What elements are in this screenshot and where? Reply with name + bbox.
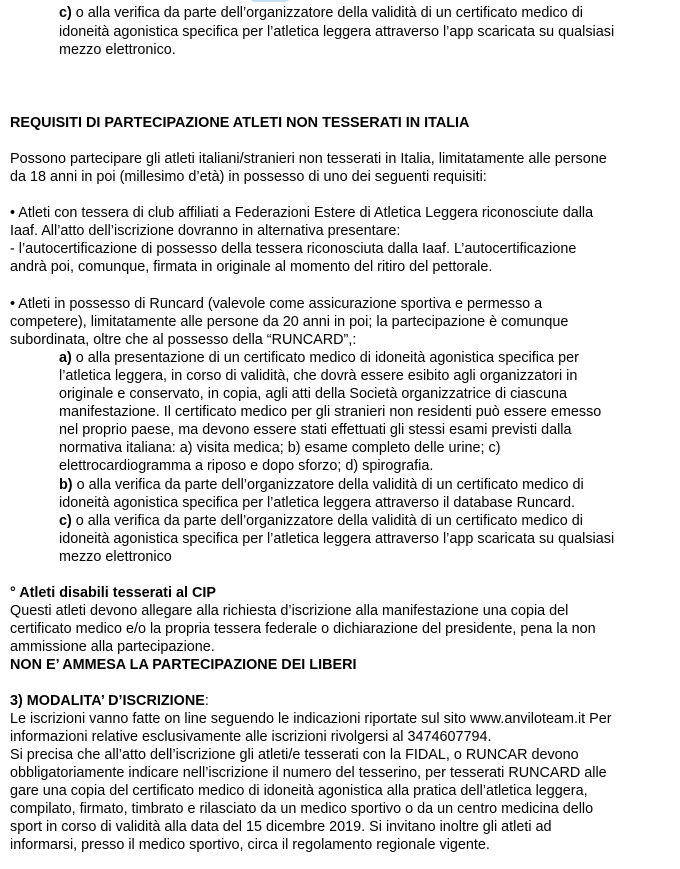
modalita-line-7: sport in corso di validità alla data del 15 dicembre 2019. Si invitano inoltre gli atleti ad (10, 819, 552, 835)
intro-line-2: da 18 anni in poi (millesimo d’età) in possesso di uno dei seguenti requisiti: (10, 169, 487, 185)
modalita-line-3: Si precisa che all’atto dell’iscrizione gli atleti/e tesserati con la FIDAL, o RUNCAR devono (10, 747, 579, 763)
modalita-line-6: compilato, firmato, timbrato e rilasciato da un medico sportivo o da un centro medicina dello (10, 801, 594, 817)
req-a-line-1: a) o alla presentazione di un certificato medico di idoneità agonistica specifica per (59, 350, 579, 366)
req-c-line-2: idoneità agonistica specifica per l’atletica leggera attraverso l’app scaricata su qualsiasi (59, 531, 615, 547)
club-line-3: - l’autocertificazione di possesso della tessera riconosciuta dalla Iaaf. L’autocertificazione (10, 241, 577, 257)
top-c-line-3: mezzo elettronico. (59, 42, 176, 58)
req-b-line-1: b) o alla verifica da parte dell’organizzatore della validità di un certificato medico di (59, 477, 584, 493)
modalita-line-2: informazioni relative esclusivamente alle iscrizioni rivolgersi al 3474607794. (10, 729, 492, 745)
runcard-line-3: subordinata, oltre che al possesso della “RUNCARD”,: (10, 332, 357, 348)
top-c-line-2: idoneità agonistica specifica per l’atletica leggera attraverso l’app scaricata su qualsiasi (59, 24, 615, 40)
req-c-line-1: c) o alla verifica da parte dell’organizzatore della validità di un certificato medico di (59, 513, 583, 529)
modalita-line-5: gare una copia del certificato medico di idoneità agonistica alla pratica dell’atletica leggera, (10, 783, 588, 799)
disabili-line-3: ammissione alla partecipazione. (10, 639, 215, 655)
req-c-line-3: mezzo elettronico (59, 549, 172, 565)
liberi-notice: NON E’ AMMESA LA PARTECIPAZIONE DEI LIBERI (10, 657, 357, 673)
club-line-1: • Atleti con tessera di club affiliati a Federazioni Estere di Atletica Leggera riconosciute dalla (10, 205, 594, 221)
modalita-line-1: Le iscrizioni vanno fatte on line seguendo le indicazioni riportate sul sito www.anviloteam.it Per (10, 711, 612, 727)
disabili-heading: ° Atleti disabili tesserati al CIP (10, 585, 216, 601)
club-line-4: andrà poi, comunque, firmata in originale al momento del ritiro del pettorale. (10, 259, 493, 275)
req-b-line-2: idoneità agonistica specifica per l’atletica leggera attraverso il database Runcard. (59, 495, 575, 511)
section-heading-requisiti: REQUISITI DI PARTECIPAZIONE ATLETI NON TESSERATI IN ITALIA (10, 115, 470, 131)
modalita-line-8: informarsi, presso il medico sportivo, circa il regolamento regionale vigente. (10, 837, 490, 853)
runcard-line-2: competere), limitatamente alle persone da 20 anni in poi; la partecipazione è comunque (10, 314, 569, 330)
req-a-line-4: manifestazione. Il certificato medico per gli stranieri non residenti può essere emesso (59, 404, 602, 420)
modalita-line-4: obbligatoriamente indicare nell’iscrizione il numero del tesserino, per tesserati RUNCARD alle (10, 765, 607, 781)
req-a-line-3: originale e conservato, in copia, agli atti della Società organizzatrice di ciascuna (59, 386, 567, 402)
modalita-heading: 3) MODALITA’ D’ISCRIZIONE: (10, 693, 209, 709)
club-line-2: Iaaf. All’atto dell’iscrizione dovranno in alternativa presentare: (10, 223, 401, 239)
req-a-line-7: elettrocardiogramma a riposo e dopo sforzo; d) spirografia. (59, 458, 434, 474)
header-decoration (250, 0, 290, 2)
req-a-line-6: normativa italiana: a) visita medica; b) esame completo delle urine; c) (59, 440, 501, 456)
runcard-line-1: • Atleti in possesso di Runcard (valevole come assicurazione sportiva e permesso a (10, 296, 543, 312)
req-a-line-5: nel proprio paese, ma devono essere stati effettuati gli stessi esami previsti dalla (59, 422, 572, 438)
disabili-line-1: Questi atleti devono allegare alla richiesta d’iscrizione alla manifestazione una copia del (10, 603, 569, 619)
disabili-line-2: certificato medico e/o la propria tessera federale o dichiarazione del presidente, pena la non (10, 621, 596, 637)
top-c-line-1: c) o alla verifica da parte dell’organizzatore della validità di un certificato medico di (59, 5, 583, 21)
intro-line-1: Possono partecipare gli atleti italiani/stranieri non tesserati in Italia, limitatamente alle persone (10, 151, 607, 167)
req-a-line-2: l’atletica leggera, in corso di validità, che dovrà essere esibito agli organizzatori in (59, 368, 578, 384)
